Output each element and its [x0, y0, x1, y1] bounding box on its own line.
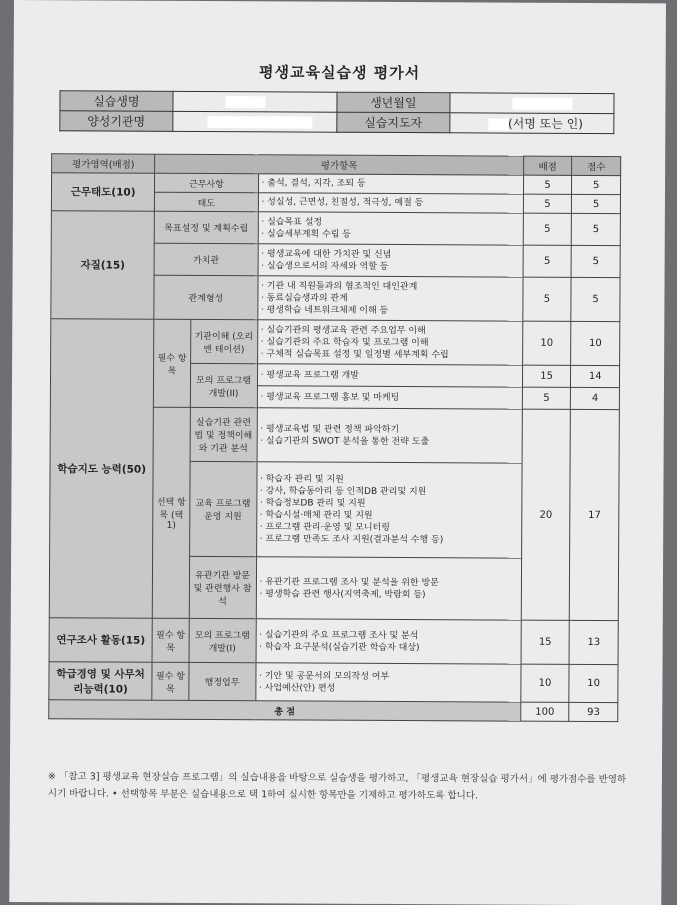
- items-marketing: · 평생교육 프로그램 홍보 및 마케팅: [257, 386, 522, 409]
- sub-mock-program-2: 모의 프로그램 개발(II): [190, 363, 257, 407]
- info-table: [59, 90, 614, 134]
- score-cell: 5: [571, 245, 620, 277]
- signature-placeholder: (서명 또는 인): [507, 116, 583, 131]
- allocated-cell: 5: [523, 213, 572, 245]
- score-cell: 10: [569, 664, 618, 702]
- sub-relations: 관계형성: [154, 275, 257, 320]
- allocated-cell: 5: [523, 175, 572, 194]
- area-learning: 학습지도 능력(50): [49, 319, 154, 619]
- sub-values: 가치관: [154, 243, 257, 276]
- required-label: 필수 항목: [152, 662, 189, 700]
- sub-mock-program-1: 모의 프로그램 개발(I): [189, 618, 256, 662]
- evaluation-sheet: [9, 0, 666, 905]
- sub-agency-visit: 유관기관 방문 및 관련행사 참석: [189, 556, 256, 618]
- header-area: 평가영역(배점): [52, 154, 155, 174]
- header-score: 점수: [572, 156, 621, 175]
- page-title: 평생교육실습생 평가서: [259, 63, 421, 83]
- score-cell: 13: [569, 620, 618, 664]
- sub-attitude: 태도: [155, 192, 258, 212]
- birth-value: [450, 93, 614, 114]
- elective-label: 선택 항목 (택 1): [153, 407, 191, 618]
- header-allocated: 배점: [523, 156, 572, 175]
- score-cell: 5: [572, 175, 621, 194]
- score-cell: 5: [571, 277, 620, 321]
- total-score: 93: [569, 702, 618, 721]
- score-cell: 14: [571, 365, 620, 387]
- sub-orientation: 기관이해 (오리엔 테이션): [190, 319, 257, 363]
- header-items: 평가항목: [155, 154, 524, 175]
- items-admin: · 기안 및 공문서의 모의작성 여부 · 사업예산(안) 편성: [255, 663, 520, 702]
- items-relations: · 기관 내 직원들과의 협조적인 대인관계 · 동료실습생과의 관계 · 평생학습 네트워크체제 이해 등: [257, 276, 522, 321]
- allocated-cell: 5: [523, 245, 572, 277]
- items-agency-visit: · 유관기관 프로그램 조사 및 분석을 위한 방문 · 평생학습 관련 행사(지역축제, 박람회 등): [256, 557, 522, 620]
- area-attitude: 근무태도(10): [51, 173, 154, 212]
- score-cell: 17: [570, 409, 620, 620]
- allocated-cell: 5: [522, 387, 571, 409]
- student-label: 실습생명: [60, 91, 173, 112]
- institution-label: 양성기관명: [60, 111, 173, 132]
- supervisor-value: [449, 113, 613, 134]
- redacted-block: [512, 98, 572, 110]
- allocated-cell: 5: [523, 277, 572, 321]
- institution-value: [172, 111, 336, 132]
- sub-policy-analysis: 실습기관 관련 법 및 정책이해와 기관 분석: [190, 407, 257, 461]
- redacted-block: [207, 116, 312, 129]
- items-orientation: · 실습기관의 평생교육 관련 주요업무 이해 · 실습기관의 주요 학습자 및 프로그램 이해 · 구체적 실습목표 설정 및 일정별 세부계획 수립: [257, 320, 522, 365]
- items-values: · 평생교육에 대한 가치관 및 신념 · 실습생으로서의 자세와 역할 등: [258, 244, 523, 277]
- required-label: 필수 항목: [154, 319, 191, 407]
- allocated-cell: 15: [521, 620, 570, 664]
- birth-label: 생년월일: [337, 92, 450, 113]
- score-cell: 10: [571, 321, 620, 365]
- sub-program-support: 교육 프로그램 운영 지원: [189, 461, 256, 556]
- area-research: 연구조사 활동(15): [49, 618, 152, 663]
- items-research: · 실습기관의 주요 프로그램 조사 및 분석 · 학습자 요구분석(실습기관 학습자 대상): [256, 619, 521, 664]
- items-attitude: · 성실성, 근면성, 친절성, 적극성, 예절 등: [258, 193, 523, 213]
- allocated-cell: 20: [521, 409, 571, 620]
- score-cell: 4: [571, 387, 620, 409]
- redacted-block: [488, 118, 508, 130]
- items-policy-analysis: · 평생교육법 및 관련 정책 파악하기 · 실습기관의 SWOT 분석을 통한 전략 도출: [257, 408, 523, 463]
- area-quality: 자질(15): [51, 211, 155, 320]
- allocated-cell: 5: [523, 194, 572, 213]
- footnote: ※ 「참고 3] 평생교육 현장실습 프로그램」의 실습내용을 바탕으로 실습생을 평가하고, 「평생교육 현장실습 평가서」에 평가점수를 반영하시기 바랍니다. • 선택항목 부분은 실습내용으로 택 1하여 실시한 항목만을 기재하고 평가하도록 합니다.: [47, 771, 627, 802]
- allocated-cell: 15: [522, 365, 571, 387]
- sub-admin-work: 행정업무: [189, 662, 256, 700]
- sub-attendance: 근무사항: [155, 173, 258, 193]
- student-value: [173, 91, 337, 112]
- items-goal-setting: · 실습목표 설정 · 실습세부계획 수립 등: [258, 212, 523, 245]
- supervisor-label: 실습지도자: [337, 112, 450, 133]
- items-program-support: · 학습자 관리 및 지원 · 강사, 학습동아리 등 인적DB 관리및 지원 · 학습정보DB 관리 및 지원 · 학습시설·매체 관리 및 지원 · 프로그램 관리·운영 및 모니터링 · 프로그램 만족도 조사 지원(결과분석 수행 등): [256, 462, 522, 558]
- sub-goal-setting: 목표설정 및 계획수립: [154, 211, 257, 244]
- required-label: 필수 항목: [152, 618, 189, 662]
- allocated-cell: 10: [522, 321, 571, 365]
- score-cell: 5: [572, 213, 621, 245]
- items-program-dev: · 평생교육 프로그램 개발: [257, 364, 522, 387]
- allocated-cell: 10: [521, 664, 570, 702]
- total-label: 총 점: [49, 700, 521, 721]
- redacted-block: [225, 96, 265, 108]
- area-admin: 학급경영 및 사무처리능력(10): [49, 662, 152, 701]
- score-cell: 5: [572, 194, 621, 213]
- total-allocated: 100: [520, 702, 569, 721]
- evaluation-table: [48, 153, 621, 722]
- items-attendance: · 출석, 결석, 지각, 조퇴 등: [258, 174, 523, 194]
